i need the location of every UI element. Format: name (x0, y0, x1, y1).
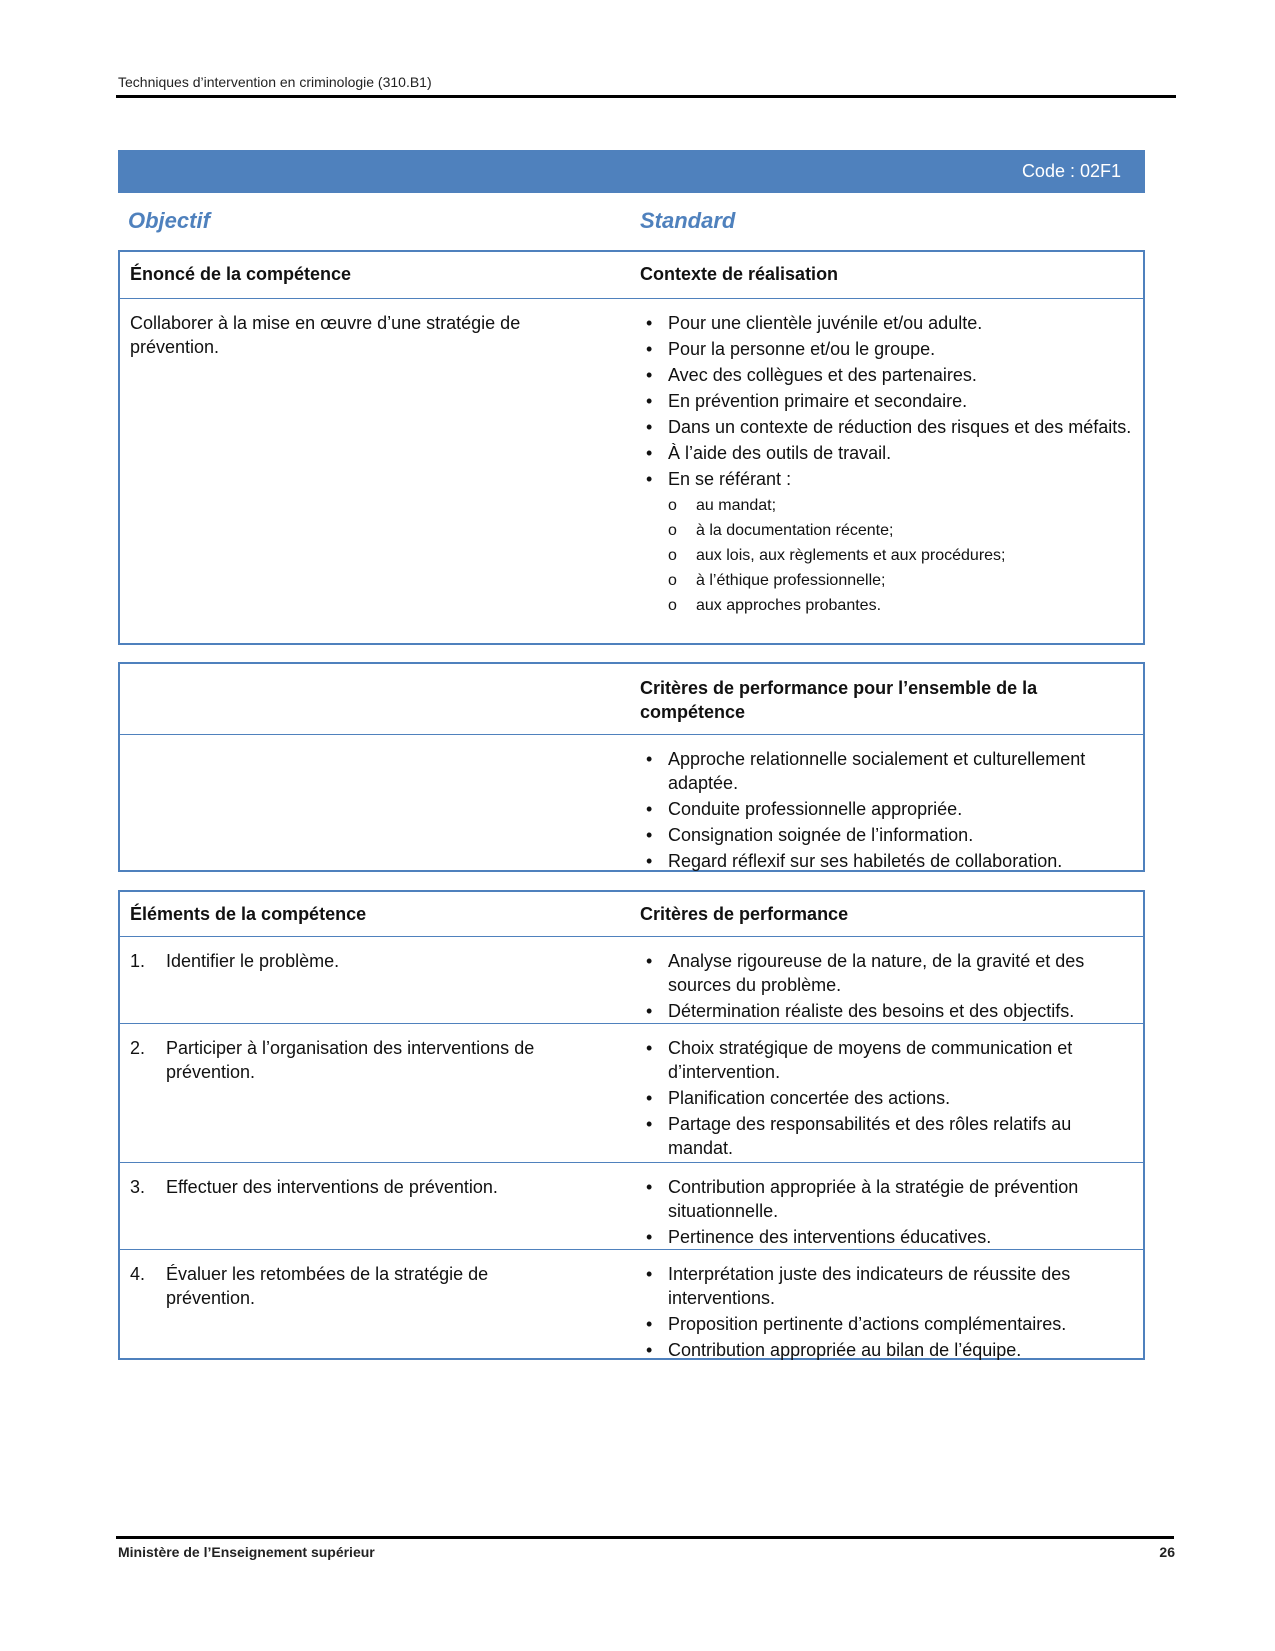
table-row (120, 1250, 1143, 1372)
element-cell (120, 1163, 630, 1249)
list-item: o à la documentation récente; (640, 518, 1133, 543)
heading-standard: Standard (640, 208, 736, 233)
criteres-ensemble-list (640, 747, 1133, 873)
element-cell (120, 1024, 630, 1162)
criteres-ensemble-head: Critères de performance pour l’ensemble de la compétence (640, 678, 1038, 722)
criteres-cell (630, 1250, 1143, 1372)
list-item: o aux lois, aux règlements et aux procédures; (640, 543, 1133, 568)
elements-head: Éléments de la compétence (130, 904, 367, 924)
element-cell (120, 1250, 630, 1372)
list-item: • Choix stratégique de moyens de communication et d’intervention. (640, 1036, 1133, 1084)
heading-objectif: Objectif (128, 208, 210, 233)
contexte-head: Contexte de réalisation (640, 264, 839, 284)
enonce-text: Collaborer à la mise en œuvre d’une stratégie de prévention. (130, 313, 521, 357)
criteres-ensemble-table (118, 662, 1145, 872)
element-item (130, 1036, 570, 1084)
list-item: • Contribution appropriée au bilan de l’équipe. (640, 1338, 1133, 1362)
list-item: • Approche relationnelle socialement et culturellement adaptée. (640, 747, 1133, 795)
table-row (120, 1024, 1143, 1163)
running-header: Techniques d’intervention en criminologie (310.B1) (118, 74, 432, 90)
list-item: • En se référant : (640, 467, 1133, 491)
criteres-cell (630, 1024, 1143, 1162)
criteres-ensemble-col (630, 735, 1143, 883)
list-item: • Dans un contexte de réduction des risques et des méfaits. (640, 415, 1133, 439)
list-item: • Pertinence des interventions éducatives. (640, 1225, 1133, 1249)
list-item: • Consignation soignée de l’information. (640, 823, 1133, 847)
list-item: • En prévention primaire et secondaire. (640, 389, 1133, 413)
footer-ministry: Ministère de l’Enseignement supérieur (118, 1544, 375, 1560)
criteres-list (640, 1175, 1133, 1249)
element-item (130, 1175, 620, 1199)
list-item: • Regard réflexif sur ses habiletés de collaboration. (640, 849, 1133, 873)
page-number: 26 (1159, 1544, 1175, 1560)
element-text: Effectuer des interventions de prévention. (166, 1177, 498, 1197)
table-row (120, 1163, 1143, 1250)
reference-sublist (640, 493, 1133, 618)
element-number: 3. (130, 1177, 146, 1197)
contexte-col (630, 299, 1143, 626)
element-text: Identifier le problème. (166, 951, 340, 971)
element-item (130, 1262, 570, 1310)
header-rule (116, 95, 1176, 98)
enonce-head: Énoncé de la compétence (130, 264, 352, 284)
list-item: • Contribution appropriée à la stratégie de prévention situationnelle. (640, 1175, 1133, 1223)
element-cell (120, 937, 630, 1023)
enonce-header-row (120, 252, 1143, 299)
element-number: 1. (130, 951, 146, 971)
element-text: Participer à l’organisation des interventions de prévention. (166, 1038, 535, 1082)
criteres-ensemble-header-row (120, 664, 1143, 735)
table-row (120, 937, 1143, 1024)
list-item: • Planification concertée des actions. (640, 1086, 1133, 1110)
list-item: o à l’éthique professionnelle; (640, 568, 1133, 593)
empty-cell (120, 664, 630, 734)
list-item: • Analyse rigoureuse de la nature, de la gravité et des sources du problème. (640, 949, 1133, 997)
list-item: • Conduite professionnelle appropriée. (640, 797, 1133, 821)
criteres-cell (630, 1163, 1143, 1249)
criteres-cell (630, 937, 1143, 1023)
list-item: • À l’aide des outils de travail. (640, 441, 1133, 465)
criteres-ensemble-body-row (120, 735, 1143, 883)
list-item: o au mandat; (640, 493, 1133, 518)
list-item: • Partage des responsabilités et des rôles relatifs au mandat. (640, 1112, 1133, 1160)
criteres-list (640, 1262, 1133, 1362)
elements-header-row (120, 892, 1143, 937)
empty-cell (120, 735, 630, 883)
criteres-head: Critères de performance (640, 904, 849, 924)
element-item (130, 949, 620, 973)
competency-code: Code : 02F1 (1021, 161, 1121, 181)
code-bar (118, 150, 1145, 193)
list-item: • Détermination réaliste des besoins et des objectifs. (640, 999, 1133, 1023)
footer-rule (116, 1536, 1174, 1539)
list-item: o aux approches probantes. (640, 593, 1133, 618)
list-item: • Pour la personne et/ou le groupe. (640, 337, 1133, 361)
element-number: 2. (130, 1038, 146, 1058)
elements-table (118, 890, 1145, 1360)
enonce-table (118, 250, 1145, 645)
list-item: • Pour une clientèle juvénile et/ou adulte. (640, 311, 1133, 335)
list-item: • Avec des collègues et des partenaires. (640, 363, 1133, 387)
list-item: • Interprétation juste des indicateurs de réussite des interventions. (640, 1262, 1133, 1310)
contexte-list (640, 311, 1133, 491)
enonce-body-row (120, 299, 1143, 626)
criteres-list (640, 1036, 1133, 1160)
element-number: 4. (130, 1264, 146, 1284)
list-item: • Proposition pertinente d’actions complémentaires. (640, 1312, 1133, 1336)
element-text: Évaluer les retombées de la stratégie de prévention. (166, 1264, 489, 1308)
criteres-list (640, 949, 1133, 1023)
